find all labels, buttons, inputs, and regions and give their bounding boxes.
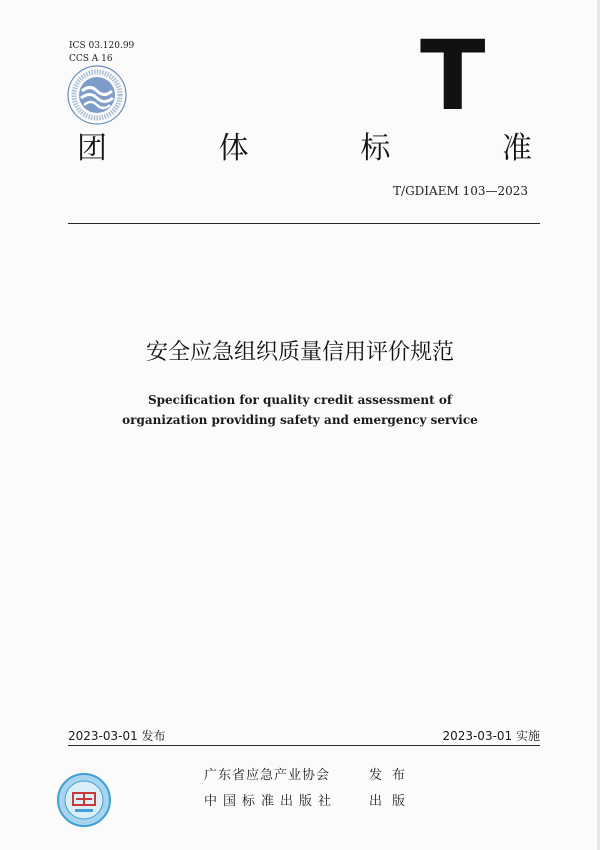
association-emblem-icon [66, 64, 128, 126]
publisher-role: 出版 [369, 794, 416, 809]
doc-type-char: 准 [501, 131, 532, 166]
publisher-seal-icon [56, 772, 112, 828]
title-english-line-1: Specification for quality credit assessment of [147, 393, 453, 407]
standard-category-letter: T [420, 20, 486, 132]
doc-type-char: 标 [360, 131, 391, 166]
ics-code: ICS 03.120.99 [69, 41, 135, 51]
issue-date: 2023-03-01 发布 [68, 729, 166, 743]
title-english-line-2: organization providing safety and emergency service [122, 413, 478, 427]
standard-number: T/GDIAEM 103—2023 [393, 184, 528, 198]
title-chinese: 安全应急组织质量信用评价规范 [145, 340, 454, 365]
date-row [68, 727, 540, 744]
implement-date: 2023-03-01 实施 [442, 729, 540, 743]
publisher-row [204, 789, 415, 815]
ccs-code: CCS A 16 [69, 54, 113, 64]
classification-codes [69, 40, 134, 66]
publisher-name: 广东省应急产业协会 [204, 768, 331, 783]
publisher-block [204, 763, 415, 815]
bottom-divider [68, 745, 540, 746]
doc-type-char: 体 [218, 131, 249, 166]
doc-type-char: 团 [77, 131, 107, 166]
publisher-name: 中国标准出版社 [204, 794, 338, 809]
publisher-role: 发布 [369, 768, 416, 783]
title-english [0, 390, 600, 430]
publisher-row [204, 763, 415, 789]
document-type-heading [77, 132, 532, 166]
top-divider [68, 223, 540, 224]
